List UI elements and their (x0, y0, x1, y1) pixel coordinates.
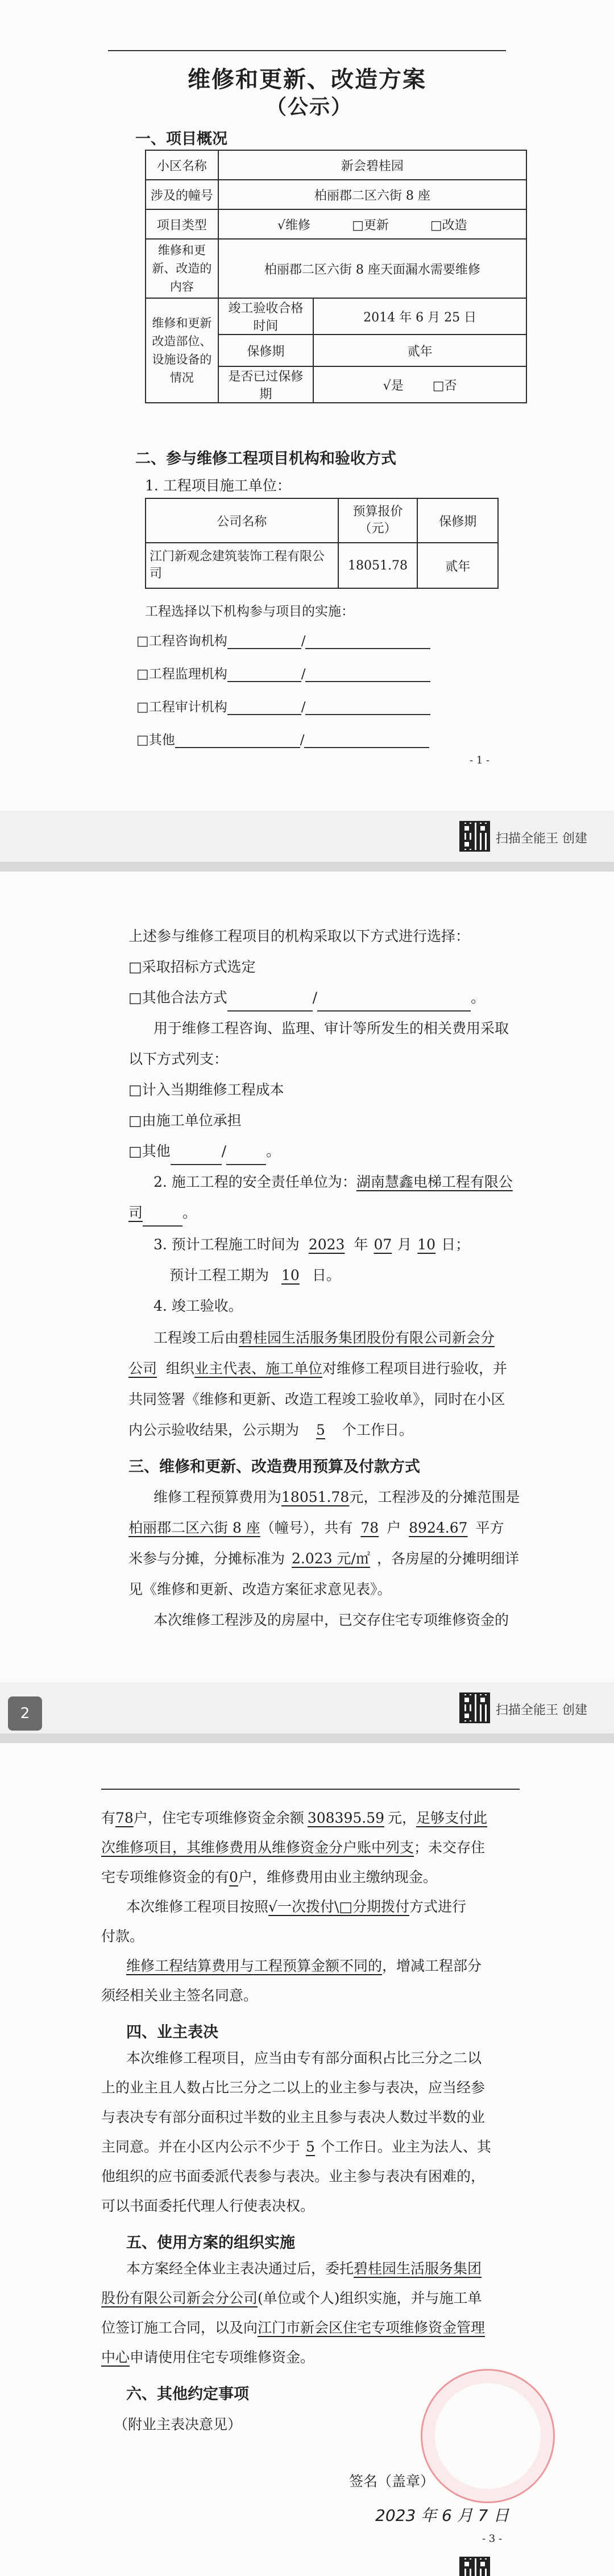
project-overview-table (145, 150, 527, 403)
option-no: □否 (432, 378, 457, 393)
p3-line (101, 2314, 485, 2342)
p3-line (101, 1834, 485, 1861)
cell-value: 柏丽郡二区六街 8 座天面漏水需要维修 (218, 239, 526, 298)
p2-acceptance-cont (128, 1355, 507, 1382)
blank-line (304, 732, 429, 748)
warranty-expired-options (313, 366, 526, 403)
text: 2. 施工工程的安全责任单位为： (154, 1174, 356, 1190)
p3-line: 他组织的应书面委派代表参与表决。业主参与表决有困难的， (101, 2168, 486, 2185)
option-label: □其他合法方式 (128, 989, 227, 1006)
period: 。 (266, 1143, 281, 1159)
option-update: □更新 (352, 218, 389, 233)
option-audit: □工程审计机构 (136, 700, 227, 715)
text: ，各房屋的分摊明细详 (376, 1550, 519, 1567)
p2-option-other-method (128, 984, 485, 1012)
text: 户，住宅专项维修资金余额 (133, 1810, 304, 1826)
text: 内公示验收结果，公示期为 (128, 1422, 300, 1438)
text: 平方 (475, 1520, 504, 1536)
option-other: □其他 (136, 733, 175, 748)
scanner-footer (0, 1682, 614, 1733)
text: ；未交存住 (414, 1839, 486, 1856)
text: 位签订施工合同，以及向 (101, 2319, 258, 2336)
cell-value: 贰年 (313, 335, 526, 366)
participants: 业主代表、施工单位 (194, 1360, 322, 1377)
cell-label: 项目类型 (146, 209, 218, 239)
p2-rate (128, 1545, 519, 1572)
text: ，增减工程部分 (382, 1958, 482, 1974)
fund-center-name-end: 中心 (101, 2349, 130, 2366)
cell-value: 柏丽郡二区六街 8 座 (218, 180, 526, 209)
p3-line: 可以书面委托代理人行使表决权。 (101, 2198, 315, 2214)
top-rule (101, 1789, 520, 1790)
text: 主同意。并在小区内公示不少于 (101, 2139, 301, 2155)
text: 有 (101, 1810, 116, 1826)
section-heading-1: 一、项目概况 (135, 130, 227, 148)
sufficient-note: 足够支付此 (416, 1810, 488, 1826)
cell-label: 维修和更新改造部位、设施设备的情况 (146, 298, 218, 403)
p3-balance (101, 1805, 487, 1832)
header-warranty: 保修期 (417, 498, 498, 543)
signature-label: 签名（盖章） (349, 2473, 435, 2490)
header-budget: 预算报价（元） (338, 498, 418, 543)
scanner-footer (0, 811, 614, 862)
budget-amount: 18051.78 (281, 1489, 350, 1505)
blank-line (227, 633, 301, 649)
area-value: 8924.67 (409, 1520, 468, 1536)
period: 。 (471, 989, 486, 1006)
text: 元，工程涉及的分摊范围是 (349, 1489, 520, 1505)
p3-line: 本次维修工程项目，应当由专有部分面积占比三分之二以 (126, 2050, 482, 2066)
p3-line (101, 2285, 482, 2312)
scanner-watermark: 扫描全能王 创建 (496, 1703, 587, 1718)
text: 年 (354, 1236, 368, 1253)
p2-line: 见《维修和更新、改造方案征求意见表》。 (128, 1581, 392, 1597)
text: 米参与分摊，分摊标准为 (128, 1550, 285, 1567)
text: 方式进行 (409, 1898, 467, 1915)
text: 个工作日。 (342, 1422, 413, 1438)
day-value: 10 (417, 1236, 436, 1253)
p3-payment-mode (126, 1893, 466, 1921)
year-value: 2023 (308, 1236, 345, 1253)
slash: / (301, 634, 306, 649)
qr-code-icon (459, 1692, 490, 1723)
header-company: 公司名称 (146, 498, 338, 543)
section-heading-6: 六、其他约定事项 (126, 2385, 249, 2403)
p2-option-bidding: □采取招标方式选定 (128, 959, 256, 975)
section-heading-5: 五、使用方案的组织实施 (126, 2234, 295, 2252)
publicity-days: 5 (306, 2139, 315, 2155)
period: 。 (182, 1204, 197, 1221)
text: 宅专项维修资金的有 (101, 1869, 230, 1885)
building-name: 柏丽郡二区六街 8 座 (128, 1520, 260, 1536)
blank-line (226, 1149, 266, 1165)
p3-line (101, 2133, 491, 2161)
text: 日。 (312, 1267, 341, 1283)
text: 工程竣工后由 (154, 1330, 239, 1346)
month-value: 07 (374, 1236, 392, 1253)
p2-line: 以下方式列支： (128, 1051, 229, 1067)
payment-mode: √一次拨付\□分期拨付 (268, 1898, 409, 1915)
p3-line (101, 2344, 314, 2371)
slash: / (312, 989, 318, 1006)
slash: / (221, 1143, 227, 1159)
agency-row-audit (136, 696, 430, 715)
blank-line (305, 633, 430, 649)
p2-option-contractor: □由施工单位承担 (128, 1112, 242, 1129)
duration-value: 10 (281, 1267, 300, 1283)
p2-budget (154, 1484, 520, 1511)
p2-line: 上述参与维修工程项目的机构采取以下方式进行选择： (128, 928, 470, 944)
p3-line: 须经相关业主签名同意。 (101, 1987, 258, 2004)
p2-publicity (128, 1417, 413, 1444)
blank-line (227, 996, 313, 1012)
option-supervise: □工程监理机构 (136, 667, 227, 682)
text: (单位或个人)组织实施，并与施工单 (258, 2290, 482, 2306)
p3-line: 上的业主且人数占比三分之二以上的业主参与表决，应当经参 (101, 2079, 486, 2096)
p3-line (126, 1952, 482, 1980)
blank-line (317, 996, 471, 1012)
document-page-2 (0, 872, 614, 1733)
agency-row-supervise (136, 663, 430, 682)
p2-option-other (128, 1138, 280, 1165)
p2-duration (169, 1262, 341, 1289)
p2-line: 4. 竣工验收。 (154, 1298, 243, 1314)
blank-line (175, 732, 300, 748)
unpaid-count: 0 (229, 1869, 238, 1885)
blank-line (305, 699, 430, 715)
unit-count: 78 (360, 1520, 379, 1536)
blank-line (305, 666, 430, 682)
cell-label: 竣工验收合格时间 (218, 298, 313, 335)
document-page-3 (0, 1743, 614, 2576)
cell-label: 是否已过保修期 (218, 366, 313, 403)
p2-scope (128, 1514, 504, 1542)
text: 组织 (165, 1360, 194, 1377)
balance-amount: 308395.59 (307, 1810, 385, 1826)
qr-code-icon (459, 821, 490, 852)
blank-line (143, 1211, 182, 1227)
implementer-name: 碧桂园生活服务集团 (354, 2260, 482, 2277)
payment-source: 次维修项目，其维修费用从维修资金分户账中列支 (101, 1839, 414, 1856)
implementer-name-end: 股份有限公司新会分公司 (101, 2290, 258, 2306)
rate-value: 2.023 元/㎡ (292, 1550, 370, 1567)
cell-label: 涉及的幢号 (146, 180, 218, 209)
cell-label: 维修和更新、改造的内容 (146, 239, 218, 298)
text: （幢号），共有 (260, 1520, 353, 1536)
scanner-watermark: 扫描全能王 创建 (496, 832, 587, 846)
p2-safety-unit (154, 1169, 513, 1196)
text: 3. 预计工程施工时间为 (154, 1236, 300, 1253)
p2-start-date (154, 1231, 470, 1258)
blank-line (171, 1149, 222, 1165)
option-renovate: □改造 (430, 218, 467, 233)
option-label: □其他 (128, 1143, 171, 1159)
top-rule (108, 50, 506, 51)
unit-count: 78 (115, 1810, 134, 1826)
slash: / (301, 667, 306, 682)
p2-acceptance (154, 1324, 495, 1352)
text: 本方案经全体业主表决通过后，委托 (126, 2260, 354, 2277)
organizer-name: 碧桂园生活服务集团股份有限公司新会分 (239, 1330, 495, 1346)
project-type-options (218, 209, 526, 239)
item-contractor-label: 1. 工程项目施工单位： (145, 477, 291, 494)
contractor-table (145, 498, 499, 589)
settlement-note: 维修工程结算费用与工程预算金额不同的 (126, 1958, 383, 1974)
document-page-1 (0, 0, 614, 862)
slash: / (301, 700, 306, 715)
section-heading-2: 二、参与维修工程项目机构和验收方式 (135, 450, 396, 468)
red-seal-stamp (421, 2369, 555, 2503)
p2-line: 本次维修工程涉及的房屋中，已交存住宅专项维修资金的 (154, 1612, 509, 1628)
safety-unit-name-end: 司 (128, 1204, 143, 1221)
blank-line (227, 666, 301, 682)
attachment-note: （附业主表决意见） (114, 2416, 242, 2433)
p3-line (126, 2255, 482, 2282)
cell-company: 江门新观念建筑装饰工程有限公司 (146, 543, 338, 588)
organizer-name-end: 公司 (128, 1360, 157, 1377)
doc-title: 维修和更新、改造方案 (188, 66, 426, 93)
text: 预计工程工期为 (169, 1267, 269, 1283)
cell-warranty: 贰年 (417, 543, 498, 588)
text: 对维修工程项目进行验收，并 (322, 1360, 507, 1377)
p3-line (101, 1864, 437, 1891)
text: 日； (441, 1236, 470, 1253)
p2-safety-unit-cont (128, 1199, 197, 1227)
p2-line: 共同签署《维修和更新、改造工程竣工验收单》，同时在小区 (128, 1391, 505, 1407)
blank-line (227, 699, 301, 715)
text: 个工作日。业主为法人、其 (320, 2139, 491, 2155)
text: 申请使用住宅专项维修资金。 (130, 2349, 315, 2366)
handwritten-date: 2023 年 6 月 7 日 (375, 2506, 509, 2525)
agency-row-consult (136, 630, 430, 649)
text: 户 (387, 1520, 401, 1536)
text: 月 (397, 1236, 412, 1253)
p3-line: 付款。 (101, 1928, 144, 1945)
page-number: - 3 - (482, 2533, 503, 2545)
page-number: - 1 - (470, 754, 490, 766)
option-consult: □工程咨询机构 (136, 634, 227, 649)
publicity-days: 5 (316, 1422, 325, 1438)
cell-value: 新会碧桂园 (218, 150, 526, 180)
text: 户，维修费用由业主缴纳现金。 (238, 1869, 437, 1885)
slash: / (300, 733, 305, 748)
safety-unit-name: 湖南慧鑫电梯工程有限公 (356, 1174, 513, 1190)
section-heading-3: 三、维修和更新、改造费用预算及付款方式 (128, 1458, 420, 1476)
p3-line: 与表决专有部分面积过半数的业主且参与表决人数过半数的业 (101, 2109, 486, 2125)
choose-agency-text: 工程选择以下机构参与项目的实施： (145, 604, 354, 619)
text: 维修工程预算费用为 (154, 1489, 282, 1505)
cell-label: 小区名称 (146, 150, 218, 180)
agency-row-other (136, 729, 429, 748)
doc-subtitle: （公示） (266, 95, 353, 119)
qr-code-icon (459, 2557, 490, 2576)
cell-label: 保修期 (218, 335, 313, 366)
fund-center-name: 江门市新会区住宅专项维修资金管理 (258, 2319, 486, 2336)
text: 元， (388, 1810, 417, 1826)
p2-option-cost: □计入当期维修工程成本 (128, 1081, 284, 1098)
text: 本次维修工程项目按照 (126, 1898, 269, 1915)
p2-line: 用于维修工程咨询、监理、审计等所发生的相关费用采取 (154, 1020, 509, 1037)
option-yes-checked: √是 (383, 378, 404, 393)
section-heading-4: 四、业主表决 (126, 2024, 218, 2041)
page-indicator-badge[interactable]: 2 (8, 1696, 42, 1731)
option-repair-checked: √维修 (277, 218, 311, 233)
cell-value: 2014 年 6 月 25 日 (313, 298, 526, 335)
cell-budget: 18051.78 (338, 543, 418, 588)
